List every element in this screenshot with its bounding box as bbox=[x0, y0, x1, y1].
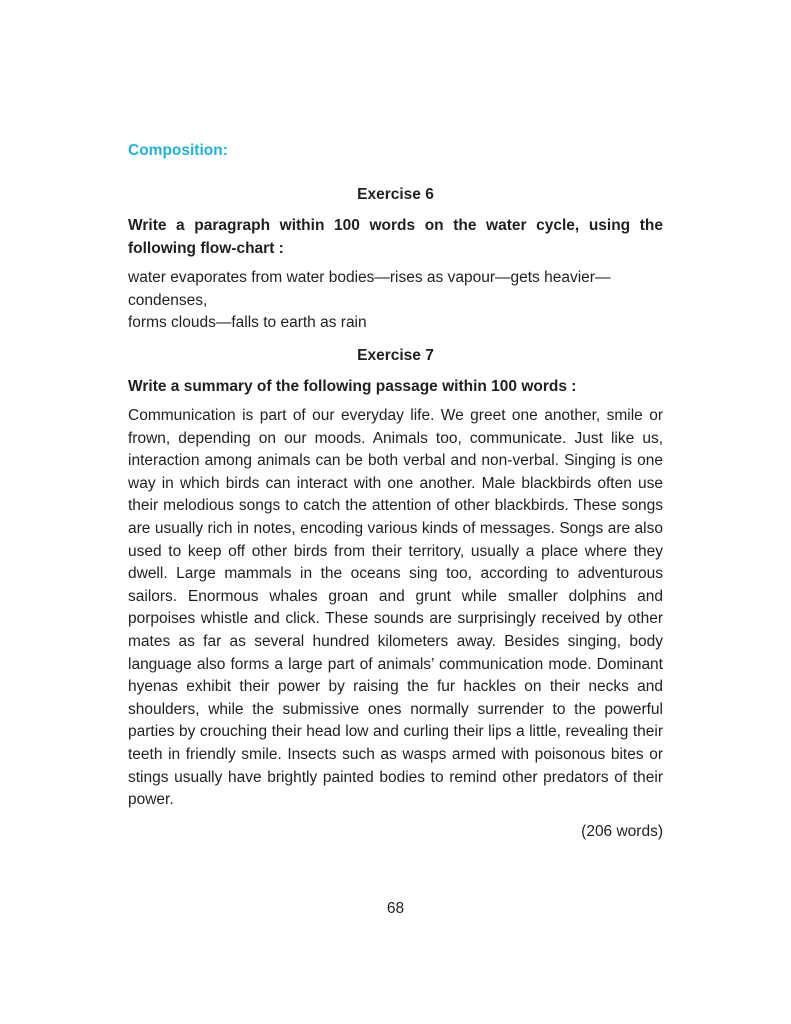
exercise-6-instruction: Write a paragraph within 100 words on the water cycle, using the following flow-chart : bbox=[128, 217, 663, 257]
flow-chart-text bbox=[128, 267, 663, 335]
word-count: (206 words) bbox=[581, 822, 663, 840]
passage-text: Communication is part of our everyday life. We greet one another, smile or frown, depending on our moods. Animals too, communicate. Just like us, interaction among animals can be both verbal and non-verbal. Singing is one way in which birds can interact with one another. Male blackbirds often use their melodious songs to catch the attention of other blackbirds. These songs are usually rich in notes, encoding various kinds of messages. Songs are also used to keep off other birds from their territory, usually a place where they dwell. Large mammals in the oceans sing too, according to adventurous sailors. Enormous whales groan and grunt while smaller dolphins and porpoises whistle and click. These sounds are surprisingly received by other mates as far as several hundred kilometers away. Besides singing, body language also forms a large part of animals’ communication mode. Dominant hyenas exhibit their power by raising the fur hackles on their necks and shoulders, while the submissive ones normally surrender to the powerful parties by crouching their head low and curling their lips a little, revealing their teeth in friendly smile. Insects such as wasps armed with poisonous bites or stings usually have brightly painted bodies to remind other predators of their power. bbox=[128, 407, 663, 809]
flow-chart-line-2: forms clouds—falls to earth as rain bbox=[128, 314, 367, 331]
page-content bbox=[128, 184, 663, 843]
exercise-7 bbox=[128, 345, 663, 843]
flow-chart-line-1: water evaporates from water bodies—rises as vapour—gets heavier—condenses, bbox=[128, 269, 611, 309]
exercise-6-title: Exercise 6 bbox=[357, 186, 434, 203]
exercise-7-instruction: Write a summary of the following passage within 100 words : bbox=[128, 377, 577, 395]
exercise-7-title: Exercise 7 bbox=[357, 346, 434, 364]
page-number: 68 bbox=[386, 900, 405, 917]
exercise-6 bbox=[128, 184, 663, 335]
section-heading: Composition: bbox=[128, 142, 228, 159]
